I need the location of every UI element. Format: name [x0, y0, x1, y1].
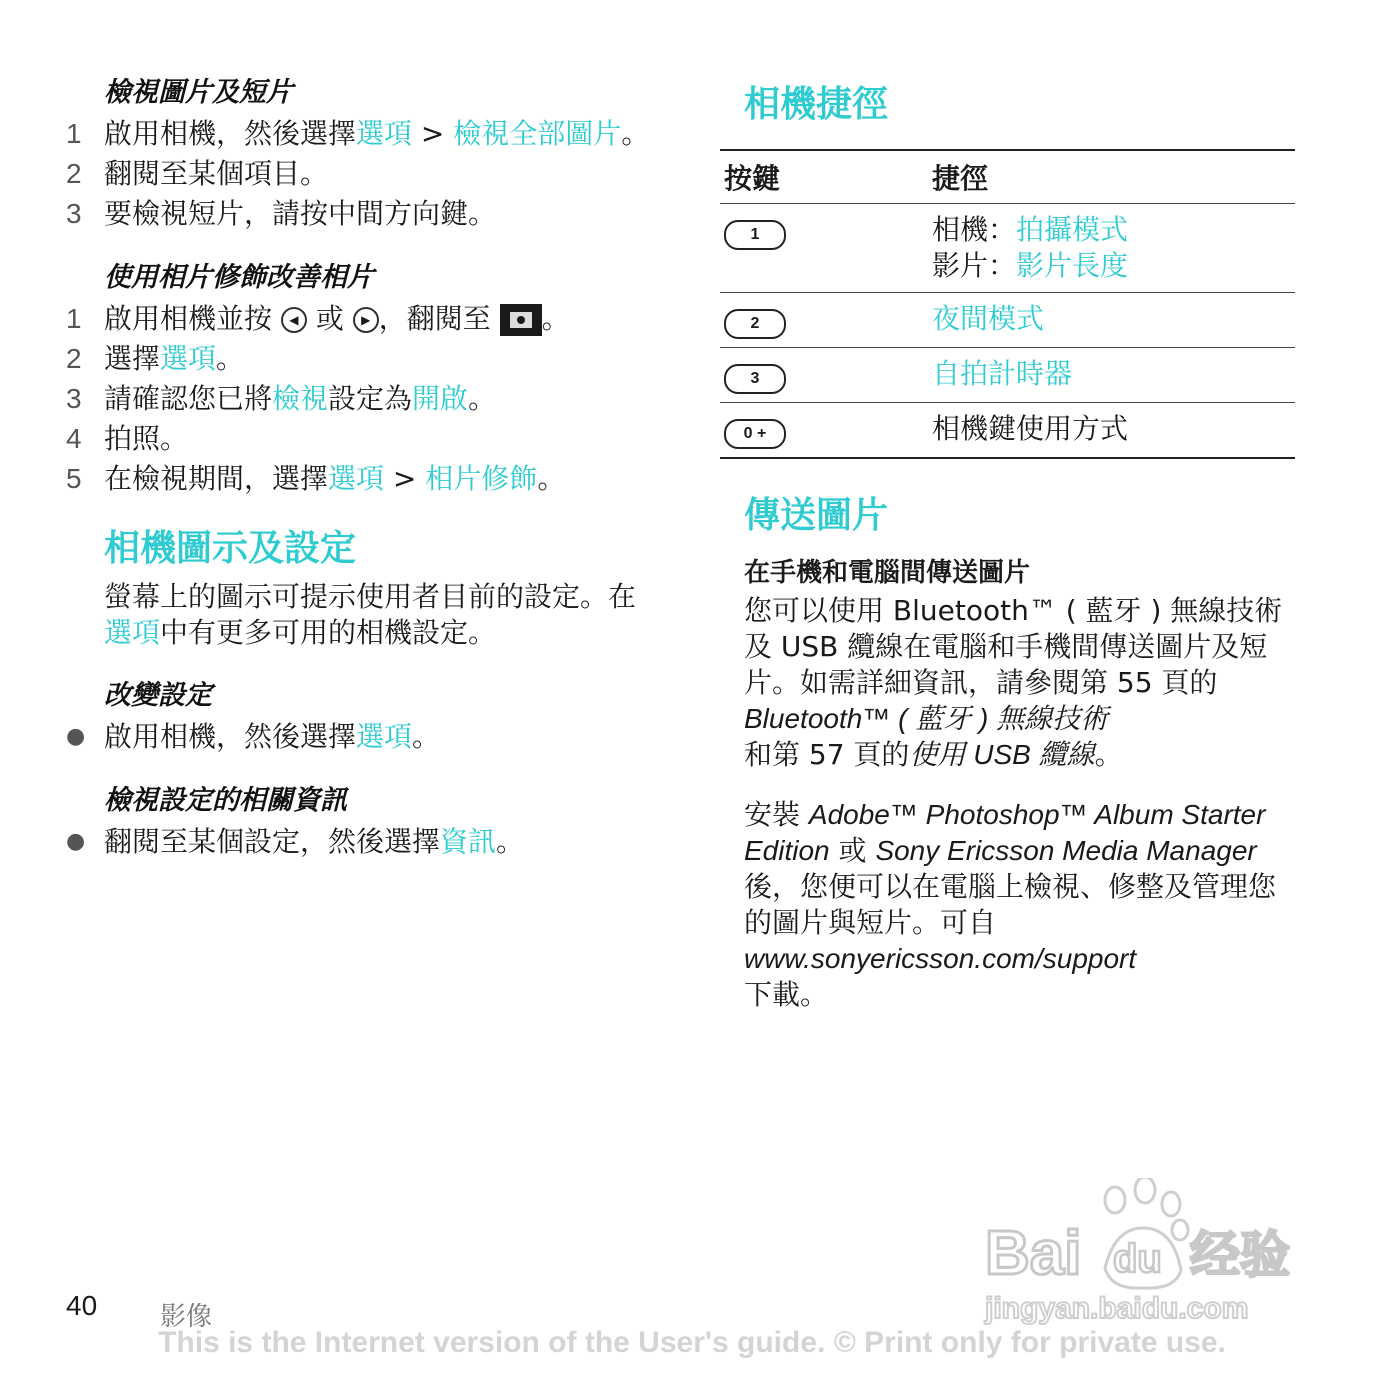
shortcut-camera-key-usage: 相機鍵使用方式: [928, 403, 1295, 459]
para-text-3: 後，您便可以在電腦上檢視、修整及管理您的圖片與短片。可自: [744, 870, 1277, 939]
bullet-icon: ●: [66, 724, 86, 749]
or-text: 或: [315, 302, 344, 335]
step-number: 4: [66, 423, 82, 454]
svg-text:jingyan.baidu.com: jingyan.baidu.com: [985, 1292, 1249, 1325]
enhance-step-1: [66, 300, 656, 338]
step-text-2: 設定為: [328, 382, 413, 415]
view-step-2: [66, 155, 656, 193]
shortcut-label: 相機：: [932, 213, 1017, 246]
menu-link-photo-fix: 相片修飾: [425, 462, 538, 495]
shortcut-video-length: 影片長度: [1016, 249, 1129, 282]
para-end: 下載。: [744, 978, 829, 1011]
menu-link-view-all: 檢視全部圖片: [453, 117, 622, 150]
key-2-icon: 2: [724, 309, 786, 339]
support-url: www.sonyericsson.com/support: [744, 943, 1137, 974]
icons-section-title: 相機圖示及設定: [104, 528, 357, 569]
shortcuts-title: 相機捷徑: [744, 84, 889, 125]
transfer-title: 傳送圖片: [744, 495, 889, 536]
right-column: [720, 70, 1295, 1013]
enhance-step-3: [66, 380, 656, 418]
step-number: 2: [66, 158, 82, 189]
svg-text:经验: 经验: [1190, 1226, 1290, 1284]
shortcut-self-timer: 自拍計時器: [928, 348, 1295, 403]
transfer-paragraph-1: [744, 593, 1295, 773]
menu-link-info: 資訊: [440, 825, 497, 858]
para-text: 您可以使用 Bluetooth™ ( 藍牙 ) 無線技術及 USB 纜線在電腦和手機間傳送圖片及短片。如需詳細資訊，請參閱第 55 頁的: [744, 594, 1283, 699]
step-end: 。: [496, 825, 525, 858]
enhance-step-5: [66, 460, 656, 498]
transfer-subheading: 在手機和電腦間傳送圖片: [744, 558, 1031, 588]
step-text: 請確認您已將: [104, 382, 273, 415]
para-text: 螢幕上的圖示可提示使用者目前的設定。在: [104, 580, 637, 613]
step-text: 要檢視短片，請按中間方向鍵。: [104, 197, 497, 230]
key-0-plus-icon: 0 +: [724, 419, 786, 449]
table-row: [720, 204, 1295, 293]
step-text: 翻閱至某個項目。: [104, 157, 329, 190]
baidu-jingyan-watermark: [975, 1178, 1305, 1328]
table-header-row: [720, 150, 1295, 204]
step-number: 3: [66, 383, 82, 414]
enhance-subheading: 使用相片修飾改善相片: [104, 262, 374, 293]
step-text: 在檢視期間，選擇: [104, 462, 329, 495]
page-number: 40: [66, 1290, 98, 1321]
step-number: 1: [66, 118, 82, 149]
icons-paragraph: [104, 579, 656, 651]
view-subheading: 檢視圖片及短片: [104, 77, 293, 108]
ref-bluetooth: Bluetooth™ ( 藍牙 ) 無線技術: [744, 703, 1109, 734]
separator: >: [412, 117, 454, 150]
step-end: 。: [468, 382, 497, 415]
step-end: 。: [537, 462, 566, 495]
step-number: 5: [66, 463, 82, 494]
info-subheading: 檢視設定的相關資訊: [104, 785, 347, 816]
shortcuts-table: [720, 149, 1295, 459]
step-text: 翻閱至某個設定，然後選擇: [104, 825, 441, 858]
key-1-icon: 1: [724, 220, 786, 250]
shortcut-line: [932, 212, 1291, 248]
step-end: 。: [541, 302, 570, 335]
table-row: [720, 403, 1295, 459]
key-3-icon: 3: [724, 364, 786, 394]
footer-note: This is the Internet version of the User's guide. © Print only for private use.: [158, 1326, 1226, 1359]
section-name: 影像: [160, 1302, 213, 1332]
step-text: 啟用相機並按: [104, 302, 273, 335]
menu-link-options: 選項: [356, 720, 413, 753]
step-number: 3: [66, 198, 82, 229]
step-text-2: ，翻閱至: [378, 302, 491, 335]
shortcut-line: [932, 248, 1291, 284]
info-step: [66, 823, 656, 861]
shortcut-shoot-mode: 拍攝模式: [1016, 213, 1129, 246]
step-number: 2: [66, 343, 82, 374]
transfer-paragraph-2: [744, 797, 1295, 1013]
icons-section: [104, 520, 656, 651]
bullet-icon: ●: [66, 829, 86, 854]
svg-text:du: du: [1113, 1237, 1162, 1281]
column-header-key: 按鍵: [720, 150, 928, 204]
camera-mode-icon: [500, 304, 542, 336]
ref-media-manager: Sony Ericsson Media Manager: [875, 835, 1257, 866]
enhance-step-4: [66, 420, 656, 458]
enhance-step-2: [66, 340, 656, 378]
menu-link-options: 選項: [104, 616, 161, 649]
view-step-1: [66, 115, 656, 153]
step-text: 選擇: [104, 342, 161, 375]
menu-link-options: 選項: [160, 342, 217, 375]
shortcut-night-mode: 夜間模式: [928, 293, 1295, 348]
view-section: [66, 70, 656, 233]
change-section: [66, 673, 656, 756]
para-text-2: 中有更多可用的相機設定。: [160, 616, 497, 649]
change-subheading: 改變設定: [104, 680, 212, 711]
step-text: 啟用相機，然後選擇: [104, 720, 357, 753]
para-text: 安裝: [744, 798, 809, 831]
para-end: 。: [1094, 738, 1123, 771]
para-text-2: 和第 57 頁的: [744, 738, 910, 771]
column-header-shortcut: 捷徑: [928, 150, 1295, 204]
ref-usb-cable: 使用 USB 纜線: [909, 739, 1095, 770]
step-end: 。: [216, 342, 245, 375]
step-end: 。: [412, 720, 441, 753]
separator: >: [384, 462, 426, 495]
table-row: [720, 293, 1295, 348]
menu-link-options: 選項: [356, 117, 413, 150]
svg-text:Bai: Bai: [985, 1219, 1082, 1288]
step-end: 。: [621, 117, 650, 150]
menu-link-review: 檢視: [272, 382, 329, 415]
menu-link-options: 選項: [328, 462, 385, 495]
shortcut-label: 影片：: [932, 249, 1017, 282]
step-text: 啟用相機，然後選擇: [104, 117, 357, 150]
para-text-2: 或: [829, 834, 876, 867]
table-row: [720, 348, 1295, 403]
enhance-section: [66, 255, 656, 498]
nav-left-icon: ◀: [281, 307, 307, 333]
ref-adobe-album: Adobe™ Photoshop™ Album Starter Edition: [744, 799, 1266, 866]
view-step-3: [66, 195, 656, 233]
info-section: [66, 778, 656, 861]
step-text: 拍照。: [104, 422, 189, 455]
change-step: [66, 718, 656, 756]
nav-right-icon: ▶: [353, 307, 379, 333]
menu-link-on: 開啟: [412, 382, 469, 415]
left-column: [66, 70, 656, 883]
step-number: 1: [66, 303, 82, 334]
